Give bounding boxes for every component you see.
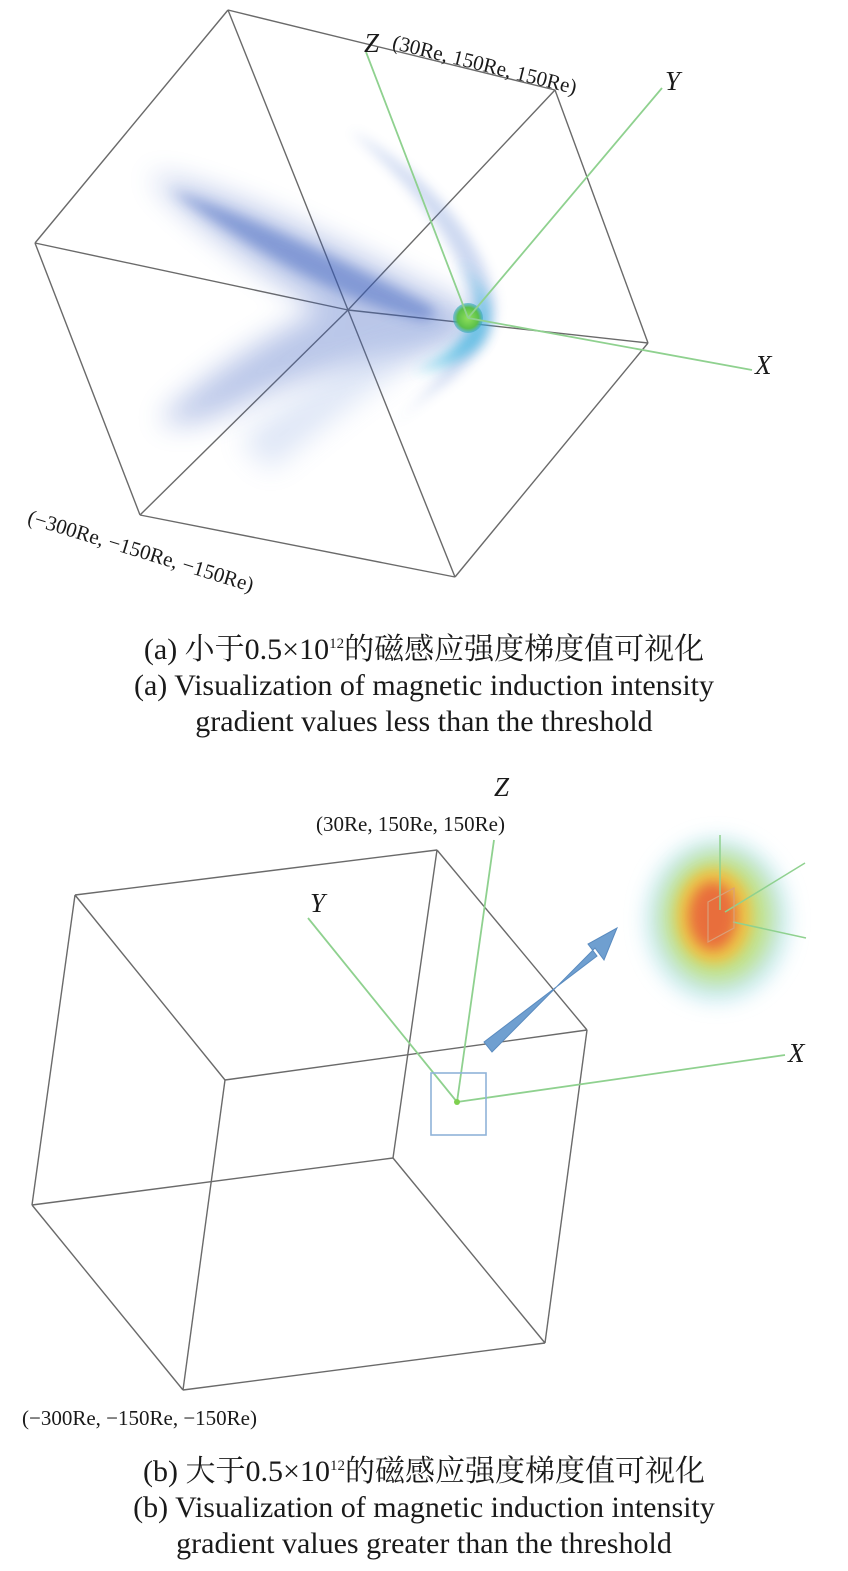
caption-b xyxy=(0,1454,848,1562)
panel-a-figure xyxy=(0,0,848,620)
cube-edge xyxy=(35,243,140,515)
cube-edge xyxy=(32,1158,393,1205)
x-axis-line xyxy=(457,1055,785,1102)
z-axis-line xyxy=(457,840,494,1102)
cube-edge xyxy=(183,1080,225,1390)
cube-edge xyxy=(393,1158,545,1343)
caption-a-zh-exponent: 12 xyxy=(329,636,345,652)
corner-max-label: (30Re, 150Re, 150Re) xyxy=(390,30,580,100)
x-axis-line xyxy=(468,318,752,370)
x-axis-label: X xyxy=(755,350,772,380)
caption-b-zh xyxy=(0,1454,848,1490)
y-axis-label: Y xyxy=(665,66,681,96)
caption-b-zh-prefix: (b) 大于0.5×10 xyxy=(143,1455,330,1488)
cube-edge xyxy=(32,895,75,1205)
cube-edge xyxy=(183,1343,545,1390)
caption-b-en-line2: gradient values greater than the threshold xyxy=(176,1527,672,1560)
caption-b-en-line1: (b) Visualization of magnetic induction intensity xyxy=(133,1491,715,1524)
cube-edge xyxy=(75,850,437,895)
cube-edge xyxy=(32,1205,183,1390)
cube-wireframe-b xyxy=(32,850,587,1390)
corner-min-label: (−300Re, −150Re, −150Re) xyxy=(22,1406,257,1430)
caption-b-zh-suffix: 的磁感应强度梯度值可视化 xyxy=(344,1455,705,1488)
cube-edge xyxy=(545,1030,587,1343)
magnetotail-plume xyxy=(150,130,495,470)
zoom-arrow xyxy=(484,928,617,1052)
caption-a-zh-suffix: 的磁感应强度梯度值可视化 xyxy=(344,633,705,666)
x-axis-label: X xyxy=(788,1038,805,1068)
caption-a-en-line1: (a) Visualization of magnetic induction intensity xyxy=(133,669,714,702)
zoom-inset xyxy=(645,835,806,1002)
earth-point xyxy=(454,1099,460,1105)
cube-edge xyxy=(225,1030,587,1080)
y-axis-line xyxy=(468,88,662,318)
panel-b xyxy=(0,760,848,1430)
z-axis-label: Z xyxy=(494,772,510,802)
cube-edge xyxy=(555,90,648,343)
cube-edge xyxy=(437,850,587,1030)
z-axis-label: Z xyxy=(364,28,380,58)
caption-a-en-line2: gradient values less than the threshold xyxy=(195,705,653,738)
caption-b-zh-exponent: 12 xyxy=(329,1458,345,1474)
caption-a xyxy=(0,632,848,740)
corner-max-label: (30Re, 150Re, 150Re) xyxy=(316,812,505,836)
y-axis-line xyxy=(308,918,457,1102)
panel-a xyxy=(0,0,848,620)
panel-b-figure xyxy=(0,760,848,1410)
caption-a-zh-prefix: (a) 小于0.5×10 xyxy=(143,633,330,666)
caption-a-zh xyxy=(0,632,848,668)
cube-edge xyxy=(75,895,225,1080)
cube-edge xyxy=(455,343,648,577)
y-axis-label: Y xyxy=(310,888,326,918)
corner-min-label: (−300Re, −150Re, −150Re) xyxy=(24,505,257,597)
